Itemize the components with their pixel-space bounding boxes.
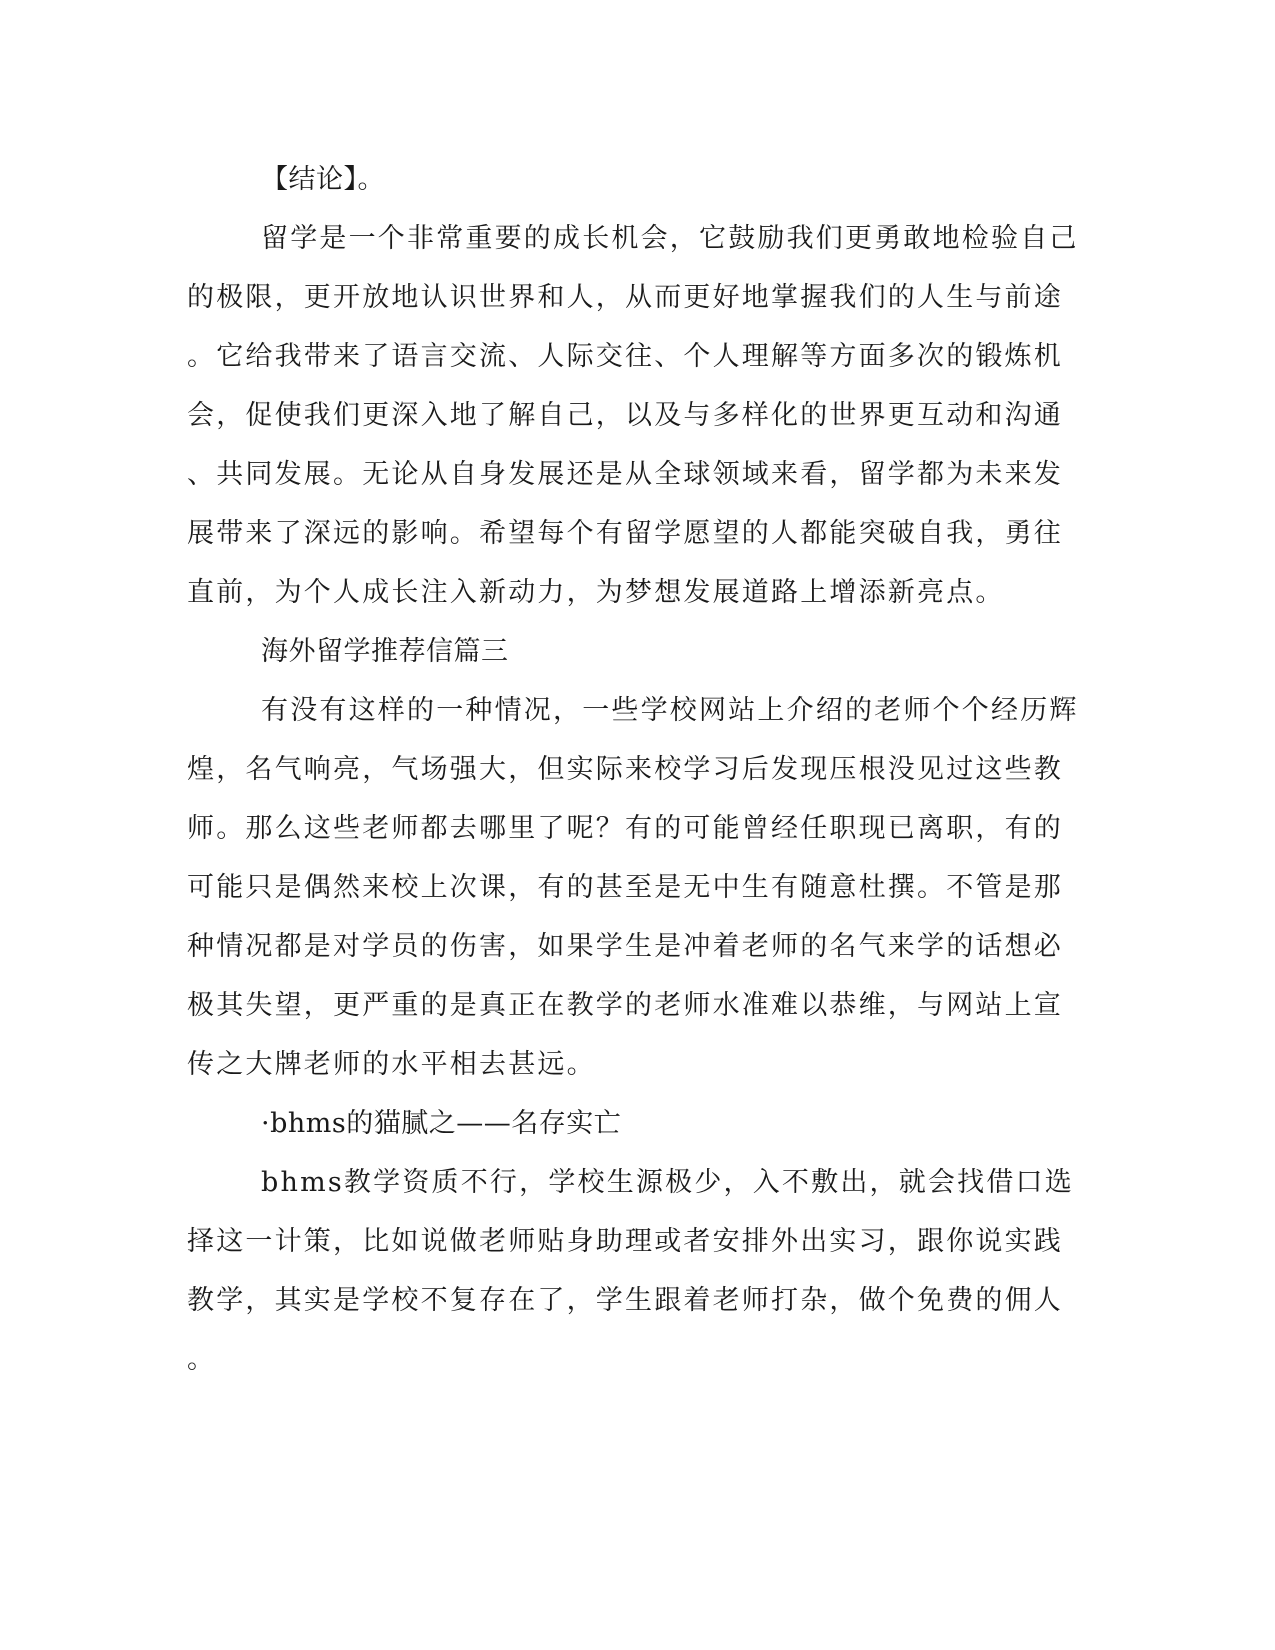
paragraph-line: 展带来了深远的影响。希望每个有留学愿望的人都能突破自我，勇往 [187, 518, 1063, 549]
paragraph-line: 择这一计策，比如说做老师贴身助理或者安排外出实习，跟你说实践 [187, 1226, 1063, 1257]
section-title: 海外留学推荐信篇三 [261, 636, 509, 667]
paragraph-line: 可能只是偶然来校上次课，有的甚至是无中生有随意杜撰。不管是那 [187, 872, 1063, 903]
conclusion-heading: 【结论】。 [261, 164, 385, 195]
paragraph-line: 留学是一个非常重要的成长机会，它鼓励我们更勇敢地检验自己 [261, 223, 1079, 254]
paragraph-line: 。它给我带来了语言交流、人际交往、个人理解等方面多次的锻炼机 [187, 341, 1063, 372]
paragraph-line: 煌，名气响亮，气场强大，但实际来校学习后发现压根没见过这些教 [187, 754, 1063, 785]
paragraph-line: bhms教学资质不行，学校生源极少，入不敷出，就会找借口选 [261, 1167, 1074, 1198]
paragraph-line: 的极限，更开放地认识世界和人，从而更好地掌握我们的人生与前途 [187, 282, 1063, 313]
paragraph-line: 传之大牌老师的水平相去甚远。 [187, 1049, 596, 1080]
paragraph-line: 会，促使我们更深入地了解自己，以及与多样化的世界更互动和沟通 [187, 400, 1063, 431]
subheading: ·bhms的猫腻之——名存实亡 [261, 1108, 622, 1139]
paragraph-line: 师。那么这些老师都去哪里了呢？有的可能曾经任职现已离职，有的 [187, 813, 1063, 844]
paragraph-line: 种情况都是对学员的伤害，如果学生是冲着老师的名气来学的话想必 [187, 931, 1063, 962]
paragraph-line: 有没有这样的一种情况，一些学校网站上介绍的老师个个经历辉 [261, 695, 1079, 726]
paragraph-line: 直前，为个人成长注入新动力，为梦想发展道路上增添新亮点。 [187, 577, 1005, 608]
paragraph-line: 教学，其实是学校不复存在了，学生跟着老师打杂，做个免费的佣人 [187, 1285, 1063, 1316]
paragraph-line: 极其失望，更严重的是真正在教学的老师水准难以恭维，与网站上宣 [187, 990, 1063, 1021]
paragraph-line: 。 [187, 1344, 217, 1375]
paragraph-line: 、共同发展。无论从自身发展还是从全球领域来看，留学都为未来发 [187, 459, 1063, 490]
